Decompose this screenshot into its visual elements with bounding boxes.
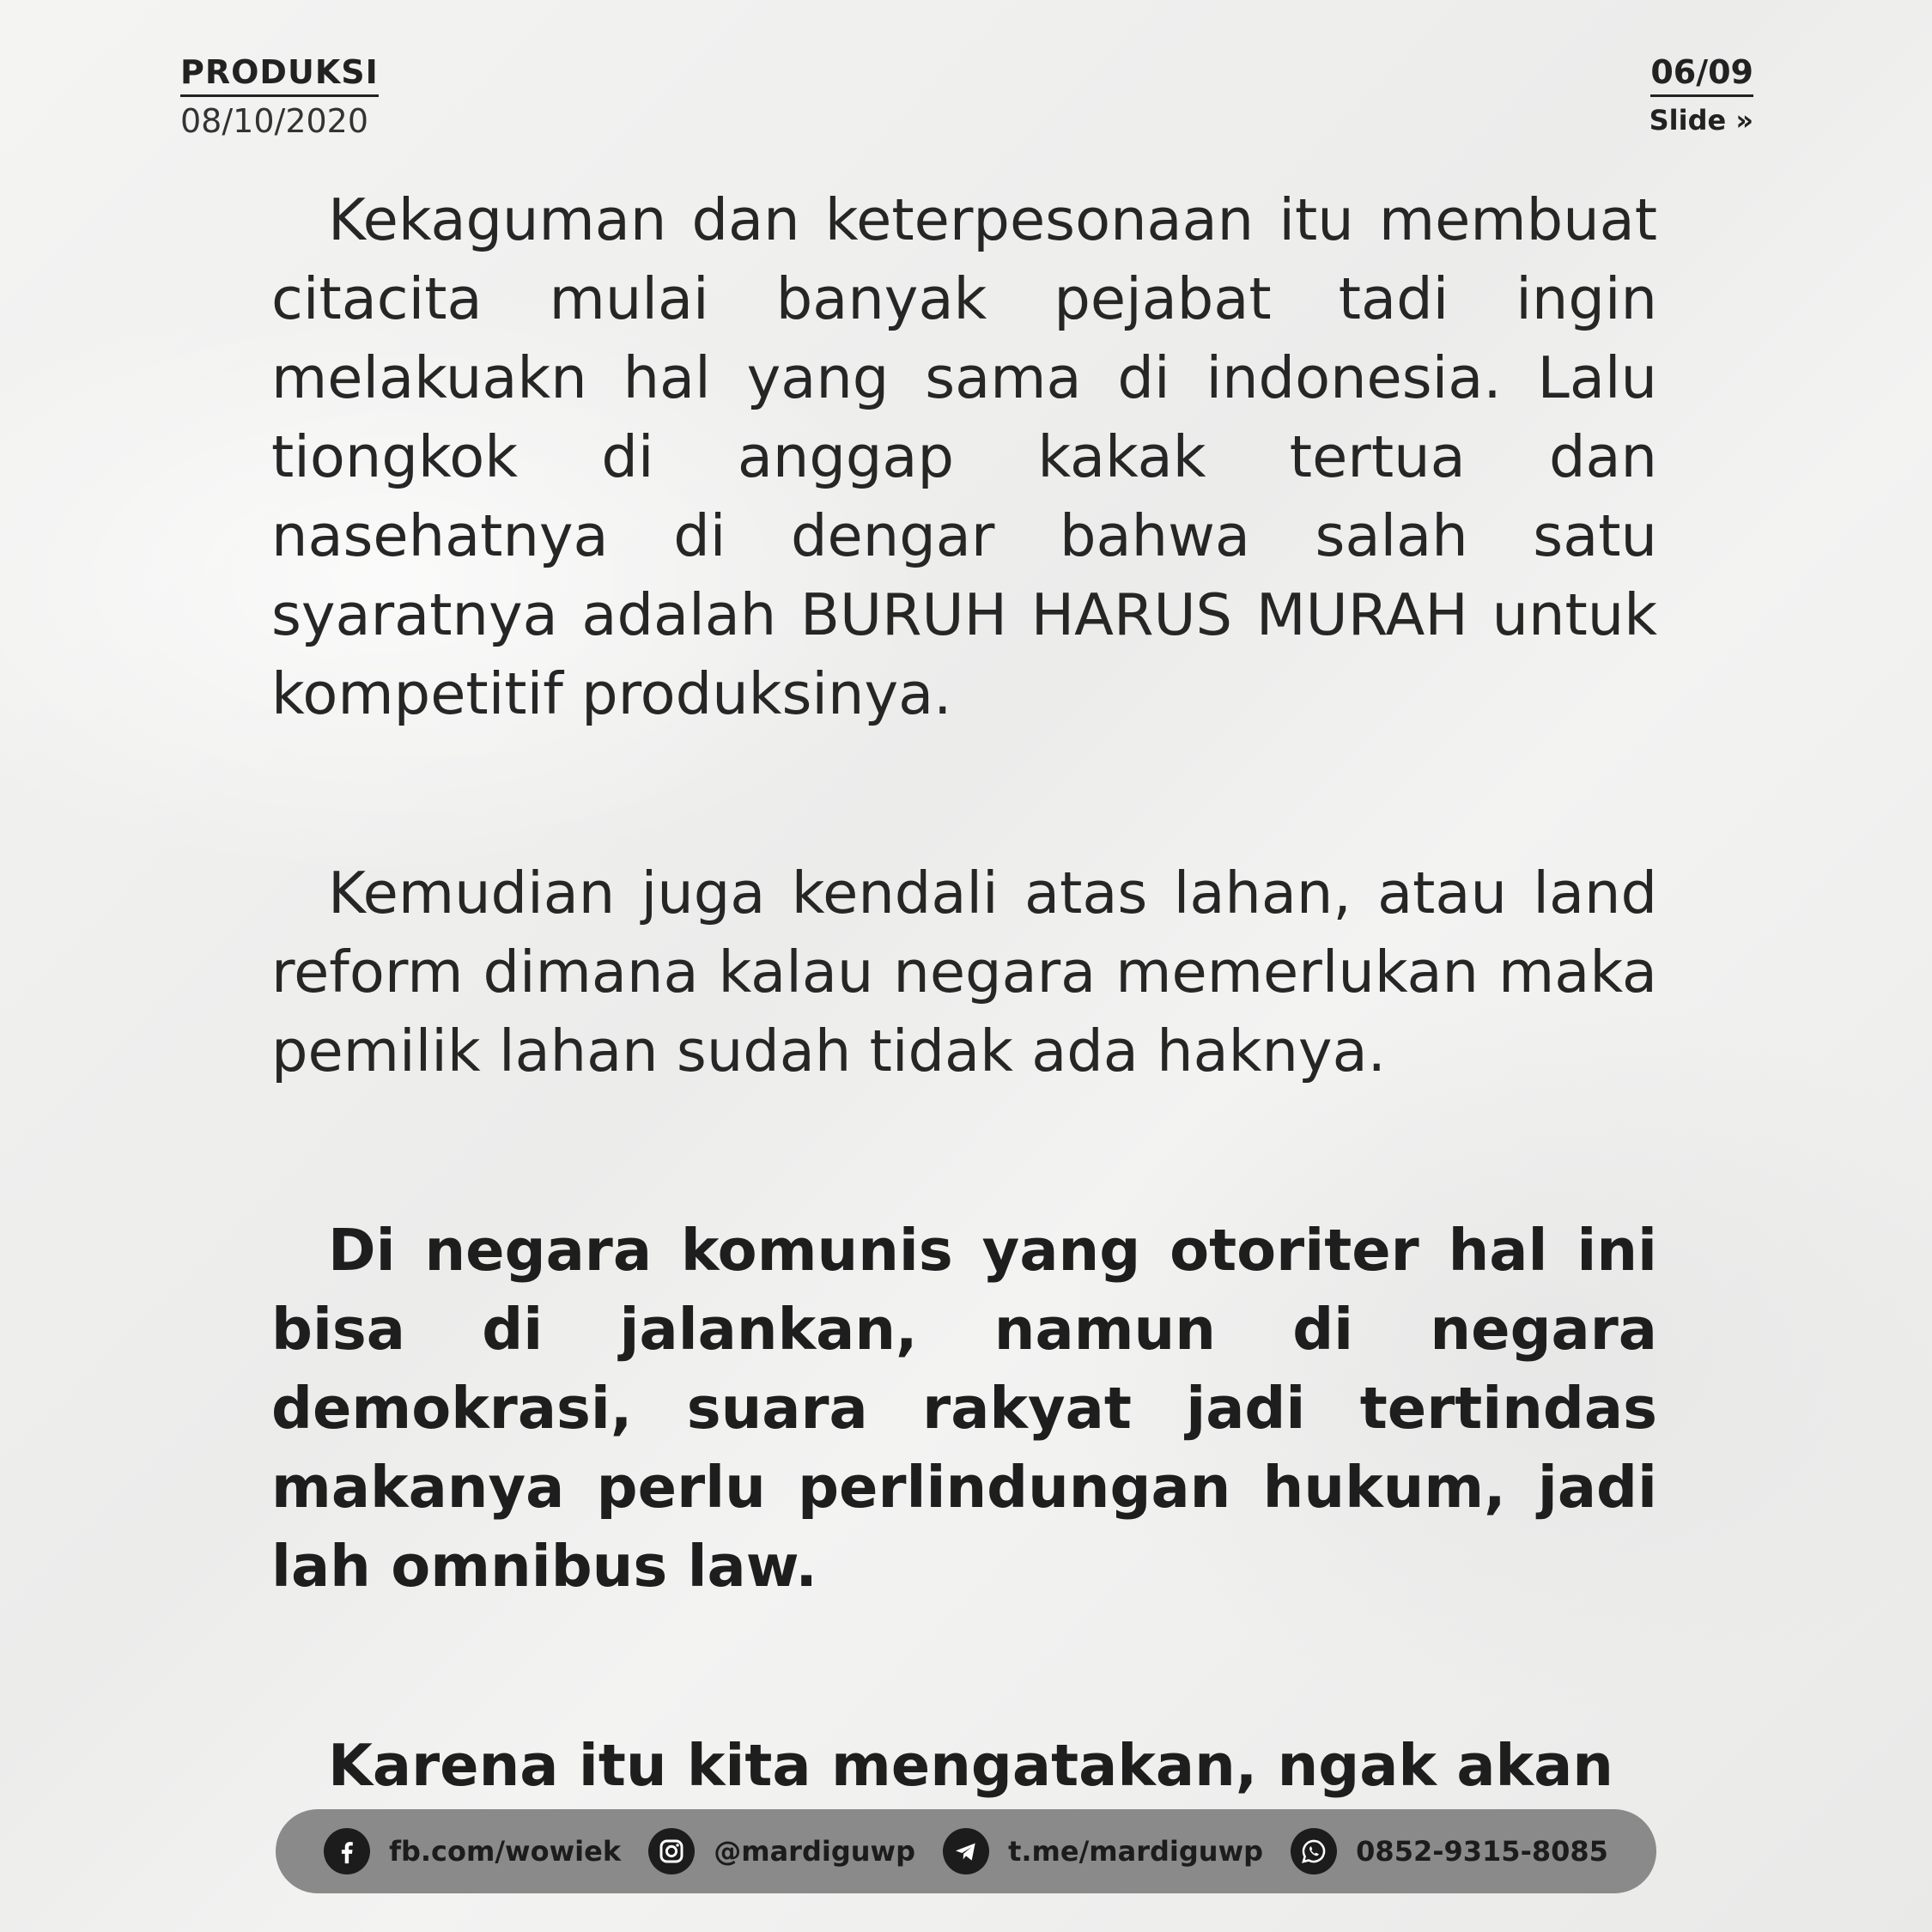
telegram-link[interactable] [943,1828,1263,1874]
paragraph-2: Kemudian juga kendali atas lahan, atau land reform dimana kalau negara memerlukan maka pemilik lahan sudah tidak ada haknya. [271,860,1657,1084]
instagram-icon [648,1828,695,1874]
whatsapp-link[interactable] [1291,1828,1608,1874]
instagram-link[interactable] [648,1828,915,1874]
header-left [180,53,379,140]
date-label: 08/10/2020 [180,102,369,140]
facebook-icon [324,1828,370,1874]
social-footer [276,1809,1656,1893]
header-right [1649,53,1753,137]
whatsapp-icon [1291,1828,1337,1874]
facebook-label: fb.com/wowiek [389,1835,622,1868]
slide-content [271,180,1657,1805]
whatsapp-label: 0852-9315-8085 [1356,1835,1608,1868]
telegram-icon [943,1828,989,1874]
paragraph-4: Karena itu kita mengatakan, ngak akan [328,1732,1613,1799]
facebook-link[interactable] [324,1828,621,1874]
page-counter: 06/09 [1650,53,1753,97]
paragraph-3: Di negara komunis yang otoriter hal ini bisa di jalankan, namun di negara demokrasi, suara rakyat jadi tertindas makanya perlu perlindungan hukum, jadi lah omnibus law. [271,1217,1657,1600]
paragraph-1: Kekaguman dan keterpesonaan itu membuat citacita mulai banyak pejabat tadi ingin melakuakn hal yang sama di indonesia. Lalu tiongkok di anggap kakak tertua dan nasehatnya di dengar bahwa salah satu syaratnya adalah BURUH HARUS MURAH untuk kompetitif produksinya. [271,186,1657,727]
next-slide-indicator: Slide » [1649,104,1753,137]
instagram-label: @mardiguwp [714,1835,915,1868]
telegram-label: t.me/mardiguwp [1008,1835,1264,1868]
category-label: PRODUKSI [180,53,379,97]
